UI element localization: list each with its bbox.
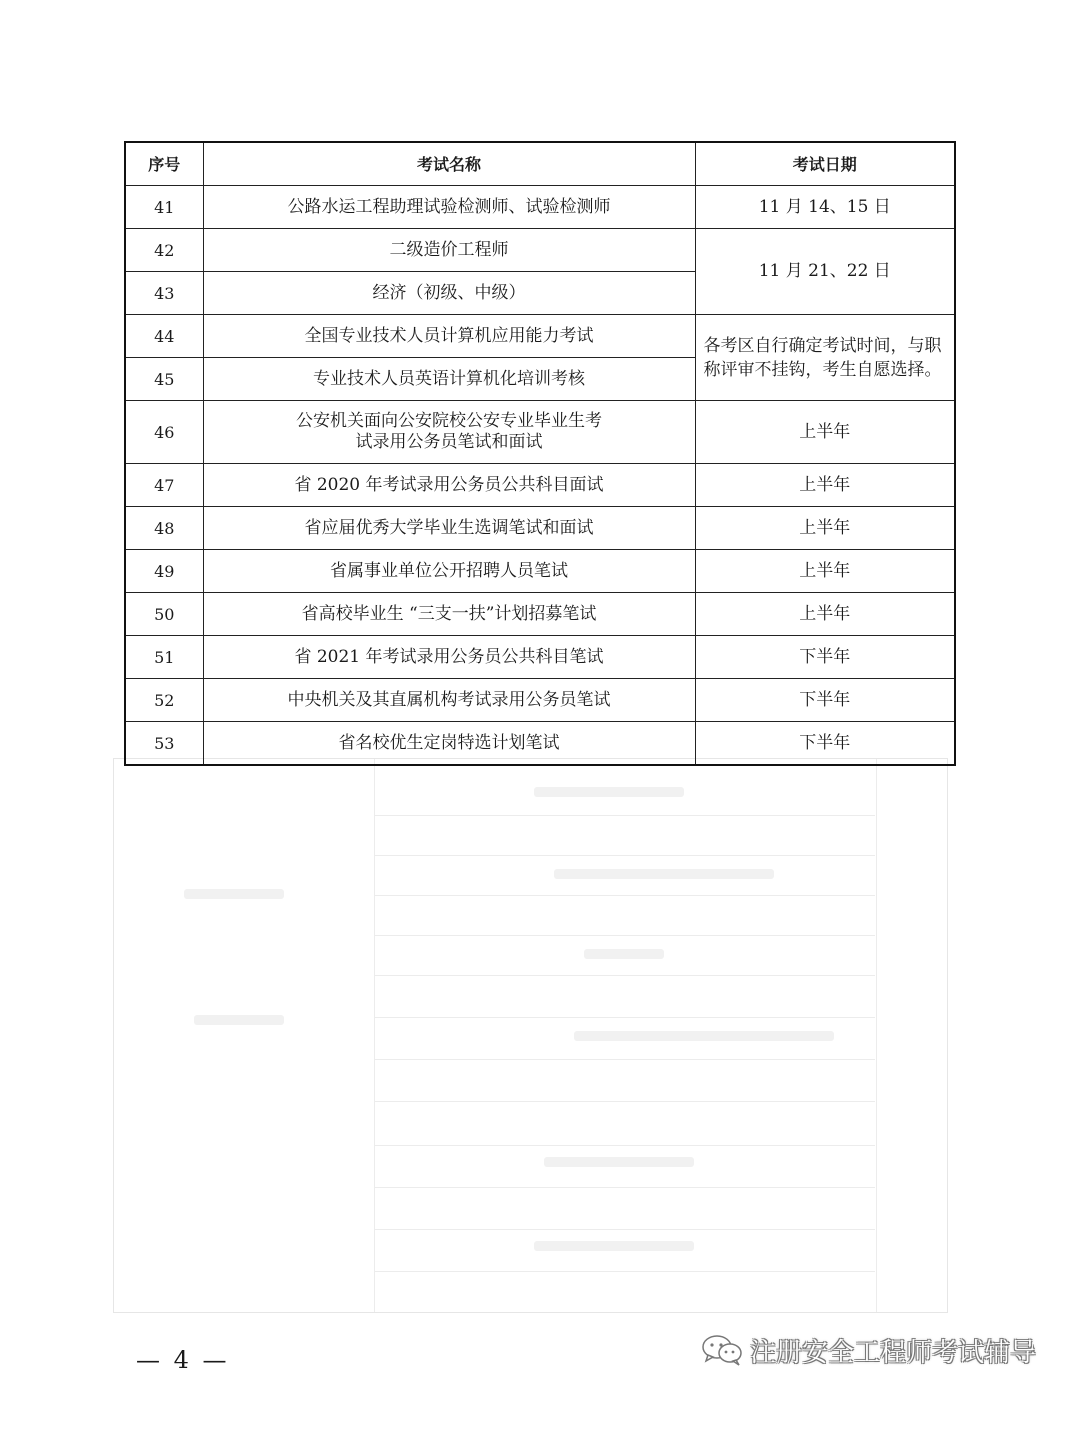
row-seq: 52 <box>125 679 203 722</box>
row-exam-name: 省 2020 年考试录用公务员公共科目面试 <box>203 464 695 507</box>
table-row <box>125 401 955 464</box>
watermark-text: 注册安全工程师考试辅导 <box>750 1337 1037 1368</box>
row-exam-date: 下半年 <box>695 679 955 722</box>
row-exam-name: 省应届优秀大学毕业生选调笔试和面试 <box>203 507 695 550</box>
table-row <box>125 186 955 229</box>
header-exam-date: 考试日期 <box>695 142 955 186</box>
row-seq: 41 <box>125 186 203 229</box>
row-exam-name: 中央机关及其直属机构考试录用公务员笔试 <box>203 679 695 722</box>
wechat-icon <box>700 1332 744 1368</box>
row-exam-name: 省 2021 年考试录用公务员公共科目笔试 <box>203 636 695 679</box>
wechat-watermark <box>700 1330 1036 1370</box>
row-exam-date: 上半年 <box>695 593 955 636</box>
table-row <box>125 722 955 766</box>
table-row <box>125 550 955 593</box>
row-seq: 53 <box>125 722 203 766</box>
row-exam-name: 省高校毕业生 “三支一扶”计划招募笔试 <box>203 593 695 636</box>
table-header-row <box>125 142 955 186</box>
bleed-through-table <box>113 758 948 1313</box>
row-seq: 48 <box>125 507 203 550</box>
header-exam-name: 考试名称 <box>203 142 695 186</box>
table-row <box>125 679 955 722</box>
row-seq: 42 <box>125 229 203 272</box>
header-seq: 序号 <box>125 142 203 186</box>
row-exam-date: 上半年 <box>695 464 955 507</box>
row-seq: 45 <box>125 358 203 401</box>
table-row <box>125 507 955 550</box>
exam-schedule-table <box>124 141 956 766</box>
row-seq: 43 <box>125 272 203 315</box>
row-exam-name: 二级造价工程师 <box>203 229 695 272</box>
table-row <box>125 315 955 358</box>
row-exam-name: 公安机关面向公安院校公安专业毕业生考试录用公务员笔试和面试 <box>203 401 695 464</box>
table-row <box>125 636 955 679</box>
row-exam-date: 上半年 <box>695 507 955 550</box>
row-exam-name: 全国专业技术人员计算机应用能力考试 <box>203 315 695 358</box>
row-exam-date: 上半年 <box>695 401 955 464</box>
row-seq: 44 <box>125 315 203 358</box>
table-row <box>125 464 955 507</box>
row-seq: 50 <box>125 593 203 636</box>
row-exam-date: 11 月 14、15 日 <box>695 186 955 229</box>
table-row <box>125 593 955 636</box>
table-row <box>125 229 955 272</box>
row-exam-date: 上半年 <box>695 550 955 593</box>
row-seq: 47 <box>125 464 203 507</box>
row-exam-date-note: 各考区自行确定考试时间，与职称评审不挂钩，考生自愿选择。 <box>695 315 955 401</box>
row-exam-name: 省名校优生定岗特选计划笔试 <box>203 722 695 766</box>
row-exam-name: 公路水运工程助理试验检测师、试验检测师 <box>203 186 695 229</box>
row-seq: 46 <box>125 401 203 464</box>
row-seq: 49 <box>125 550 203 593</box>
row-exam-date-merged: 11 月 21、22 日 <box>695 229 955 315</box>
row-exam-name: 经济（初级、中级） <box>203 272 695 315</box>
row-exam-date: 下半年 <box>695 722 955 766</box>
row-exam-name: 专业技术人员英语计算机化培训考核 <box>203 358 695 401</box>
row-seq: 51 <box>125 636 203 679</box>
row-exam-date: 下半年 <box>695 636 955 679</box>
row-exam-name: 省属事业单位公开招聘人员笔试 <box>203 550 695 593</box>
page-number: — 4 — <box>136 1346 230 1374</box>
